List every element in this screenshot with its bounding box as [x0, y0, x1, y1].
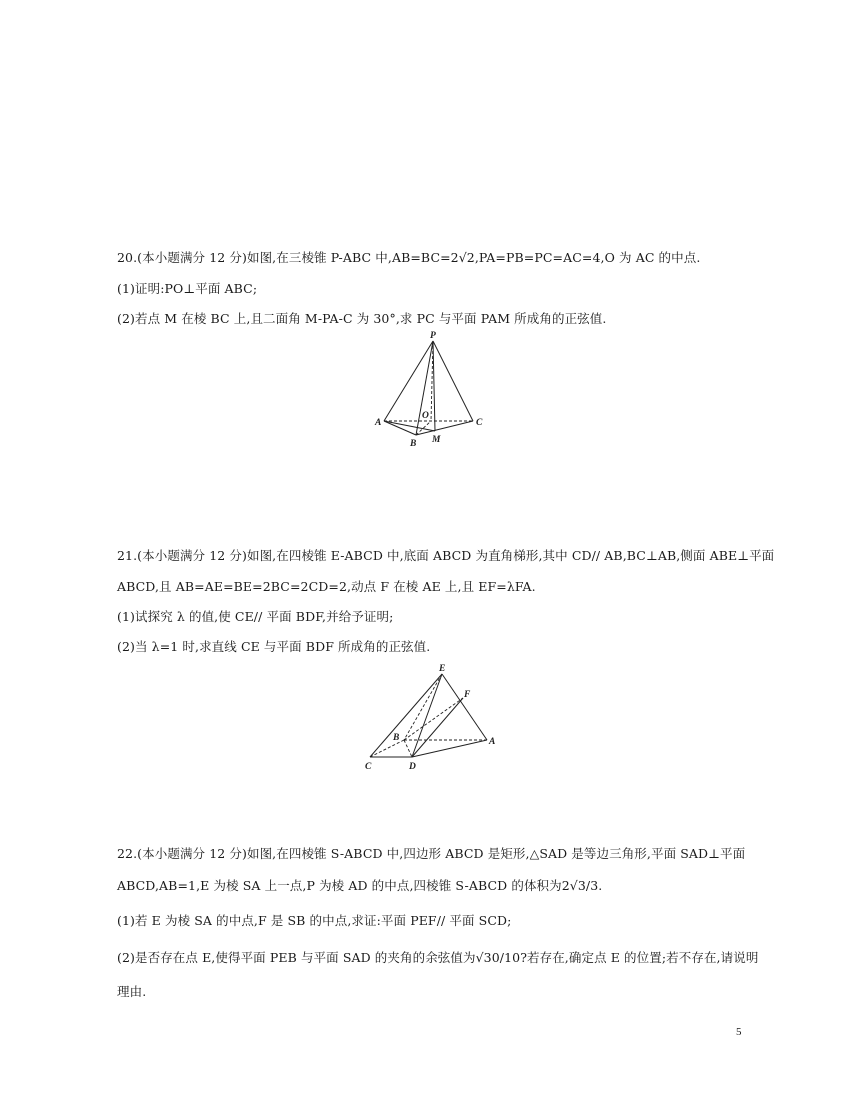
q22-line4: (2)是否存在点 E,使得平面 PEB 与平面 SAD 的夹角的余弦值为√30/10?若存在,确定点 E 的位置;若不存在,请说明 — [117, 950, 759, 965]
label-B: B — [410, 439, 417, 449]
label-A: A — [375, 418, 382, 428]
label-A: A — [489, 737, 496, 747]
q22-line3: (1)若 E 为棱 SA 的中点,F 是 SB 的中点,求证:平面 PEF// 平面 SCD; — [117, 913, 512, 928]
label-B: B — [393, 733, 400, 743]
label-M: M — [432, 435, 441, 445]
label-D: D — [409, 762, 416, 772]
q21-line1: 21.(本小题满分 12 分)如图,在四棱锥 E-ABCD 中,底面 ABCD 为直角梯形,其中 CD// AB,BC⊥AB,侧面 ABE⊥平面 — [117, 548, 775, 563]
q21-line3: (1)试探究 λ 的值,使 CE// 平面 BDF,并给予证明; — [117, 609, 394, 624]
q20-line2: (1)证明:PO⊥平面 ABC; — [117, 281, 258, 296]
q22-line5: 理由. — [117, 984, 147, 999]
q22-line1: 22.(本小题满分 12 分)如图,在四棱锥 S-ABCD 中,四边形 ABCD 是矩形,△SAD 是等边三角形,平面 SAD⊥平面 — [117, 846, 746, 861]
label-E: E — [439, 664, 446, 674]
q21-pyramid-figure — [360, 660, 510, 775]
q20-line3: (2)若点 M 在棱 BC 上,且二面角 M-PA-C 为 30°,求 PC 与平面 PAM 所成角的正弦值. — [117, 311, 607, 326]
label-F: F — [464, 690, 471, 700]
label-C: C — [365, 762, 372, 772]
page-number: 5 — [736, 1026, 742, 1038]
q21-line2: ABCD,且 AB=AE=BE=2BC=2CD=2,动点 F 在棱 AE 上,且 EF=λFA. — [117, 579, 536, 594]
q21-line4: (2)当 λ=1 时,求直线 CE 与平面 BDF 所成角的正弦值. — [117, 639, 431, 654]
q22-line2: ABCD,AB=1,E 为棱 SA 上一点,P 为棱 AD 的中点,四棱锥 S-ABCD 的体积为2√3/3. — [117, 878, 603, 893]
q20-pyramid-figure — [370, 328, 500, 453]
q20-line1: 20.(本小题满分 12 分)如图,在三棱锥 P-ABC 中,AB=BC=2√2,PA=PB=PC=AC=4,O 为 AC 的中点. — [117, 250, 701, 265]
label-P: P — [430, 331, 436, 341]
label-O: O — [422, 411, 429, 421]
label-C: C — [476, 418, 483, 428]
